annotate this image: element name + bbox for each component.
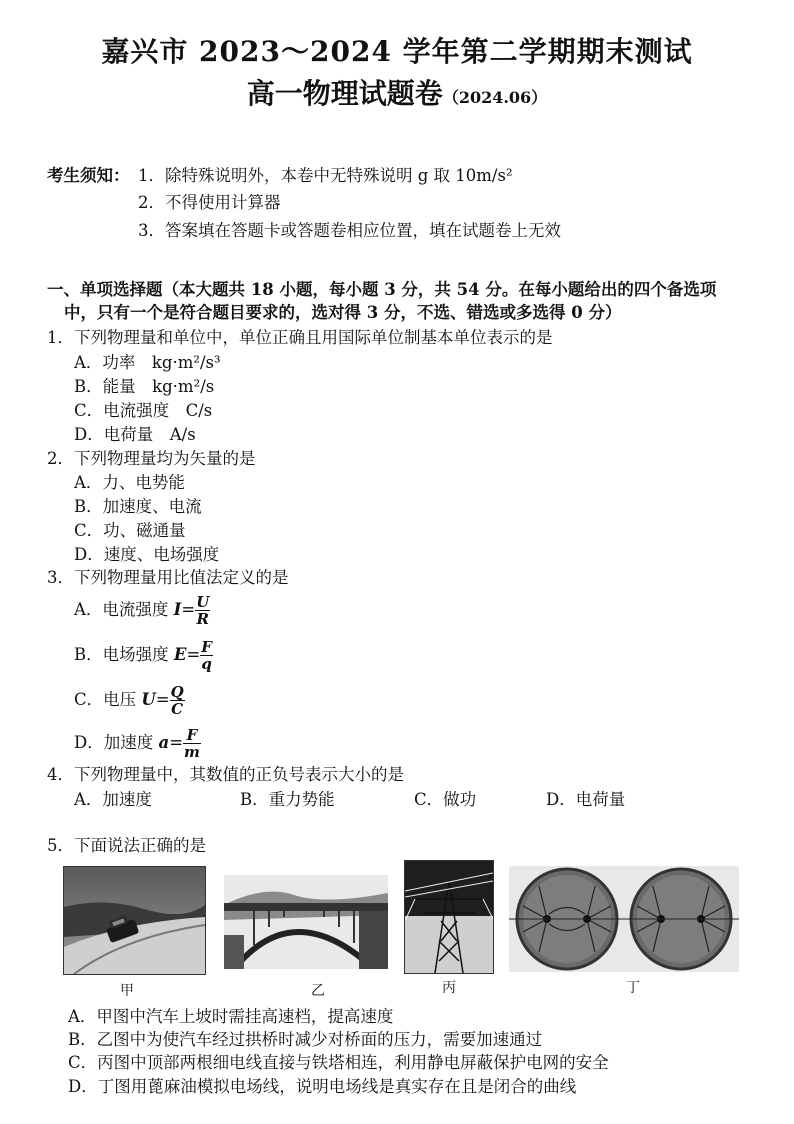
fraction-denominator: C (171, 700, 184, 718)
q3-option-b-var: E (173, 645, 187, 664)
caption-jia: 甲 (120, 983, 134, 999)
q3-option-a-var: I (173, 600, 182, 619)
q4-option-b: B．重力势能 (240, 790, 335, 809)
q3-option-d-eq: = (169, 733, 184, 752)
exam-title-line1: 嘉兴市 2023～2024 学年第二学期期末测试 (101, 35, 693, 68)
q3-option-c-var: U (141, 690, 156, 709)
q5-option-c: C．丙图中顶部两根细电线直接与铁塔相连，利用静电屏蔽保护电网的安全 (68, 1053, 609, 1072)
q3-option-a-label: A．电流强度 (74, 600, 174, 619)
fraction-numerator: U (196, 593, 210, 611)
q3-option-b-fraction (200, 639, 213, 672)
fraction-denominator: R (196, 610, 209, 628)
fraction-numerator: F (201, 638, 212, 656)
photo-transmission-tower (404, 860, 494, 974)
q2-option-a: A．力、电势能 (74, 473, 185, 492)
q1-option-a: A．功率 kg·m²/s³ (74, 353, 221, 372)
q2-stem: 2．下列物理量均为矢量的是 (47, 449, 256, 468)
photo-car-uphill (63, 866, 206, 975)
q5-option-a: A．甲图中汽车上坡时需挂高速档，提高速度 (68, 1007, 394, 1026)
q3-option-c-label: C．电压 (74, 690, 142, 709)
q3-option-a-eq: = (181, 600, 196, 619)
photo-field-lines (509, 866, 739, 972)
q4-option-c: C．做功 (414, 790, 477, 809)
notice-label: 考生须知： (47, 166, 130, 185)
q3-stem: 3．下列物理量用比值法定义的是 (47, 568, 289, 587)
q3-option-d-fraction (183, 727, 201, 760)
section1-heading-line1: 一、单项选择题（本大题共 18 小题，每小题 3 分，共 54 分。在每小题给出的四个备选项 (47, 280, 717, 299)
q3-option-d-var: a (158, 733, 170, 752)
q1-option-c: C．电流强度 C/s (74, 401, 213, 420)
notice-item-2: 2．不得使用计算器 (138, 193, 281, 212)
q3-option-b-label: B．电场强度 (74, 645, 174, 664)
q3-option-b (74, 637, 213, 673)
fraction-denominator: q (201, 655, 212, 673)
q5-option-d: D．丁图用蓖麻油模拟电场线，说明电场线是真实存在且是闭合的曲线 (68, 1077, 577, 1096)
q4-option-d: D．电荷量 (546, 790, 626, 809)
q5-option-b: B．乙图中为使汽车经过拱桥时减少对桥面的压力，需要加速通过 (68, 1030, 543, 1049)
q3-option-a-fraction (195, 594, 210, 627)
exam-title-line2 (0, 72, 794, 112)
q1-option-d: D．电荷量 A/s (74, 425, 196, 444)
q2-option-d: D．速度、电场强度 (74, 545, 220, 564)
caption-ding: 丁 (626, 980, 640, 996)
q3-option-d (74, 725, 201, 761)
caption-bing: 丙 (442, 980, 456, 996)
fraction-numerator: F (183, 727, 201, 744)
fraction-numerator: Q (170, 683, 184, 701)
q3-option-d-label: D．加速度 (74, 733, 159, 752)
section1-heading-line2: 中，只有一个是符合题目要求的，选对得 3 分，不选、错选或多选得 0 分） (64, 303, 622, 322)
q3-option-c (74, 682, 185, 718)
q4-stem: 4．下列物理量中，其数值的正负号表示大小的是 (47, 765, 404, 784)
photo-arch-bridge (224, 875, 388, 969)
q2-option-c: C．功、磁通量 (74, 521, 186, 540)
exam-date: （2024.06） (442, 88, 548, 107)
caption-yi: 乙 (311, 983, 325, 999)
q1-stem: 1．下列物理量和单位中，单位正确且用国际单位制基本单位表示的是 (47, 328, 553, 347)
fraction-denominator: m (184, 743, 200, 761)
exam-subject-title: 高一物理试题卷 (246, 77, 443, 110)
q5-stem: 5．下面说法正确的是 (47, 836, 206, 855)
q3-option-a (74, 592, 210, 628)
q3-option-b-eq: = (186, 645, 201, 664)
q2-option-b: B．加速度、电流 (74, 497, 202, 516)
q4-option-a: A．加速度 (74, 790, 152, 809)
notice-item-3: 3．答案填在答题卡或答题卷相应位置，填在试题卷上无效 (138, 221, 561, 240)
notice-item-1: 1．除特殊说明外，本卷中无特殊说明 g 取 10m/s² (138, 166, 513, 185)
q3-option-c-eq: = (155, 690, 170, 709)
q3-option-c-fraction (170, 684, 185, 717)
q1-option-b: B．能量 kg·m²/s (74, 377, 215, 396)
